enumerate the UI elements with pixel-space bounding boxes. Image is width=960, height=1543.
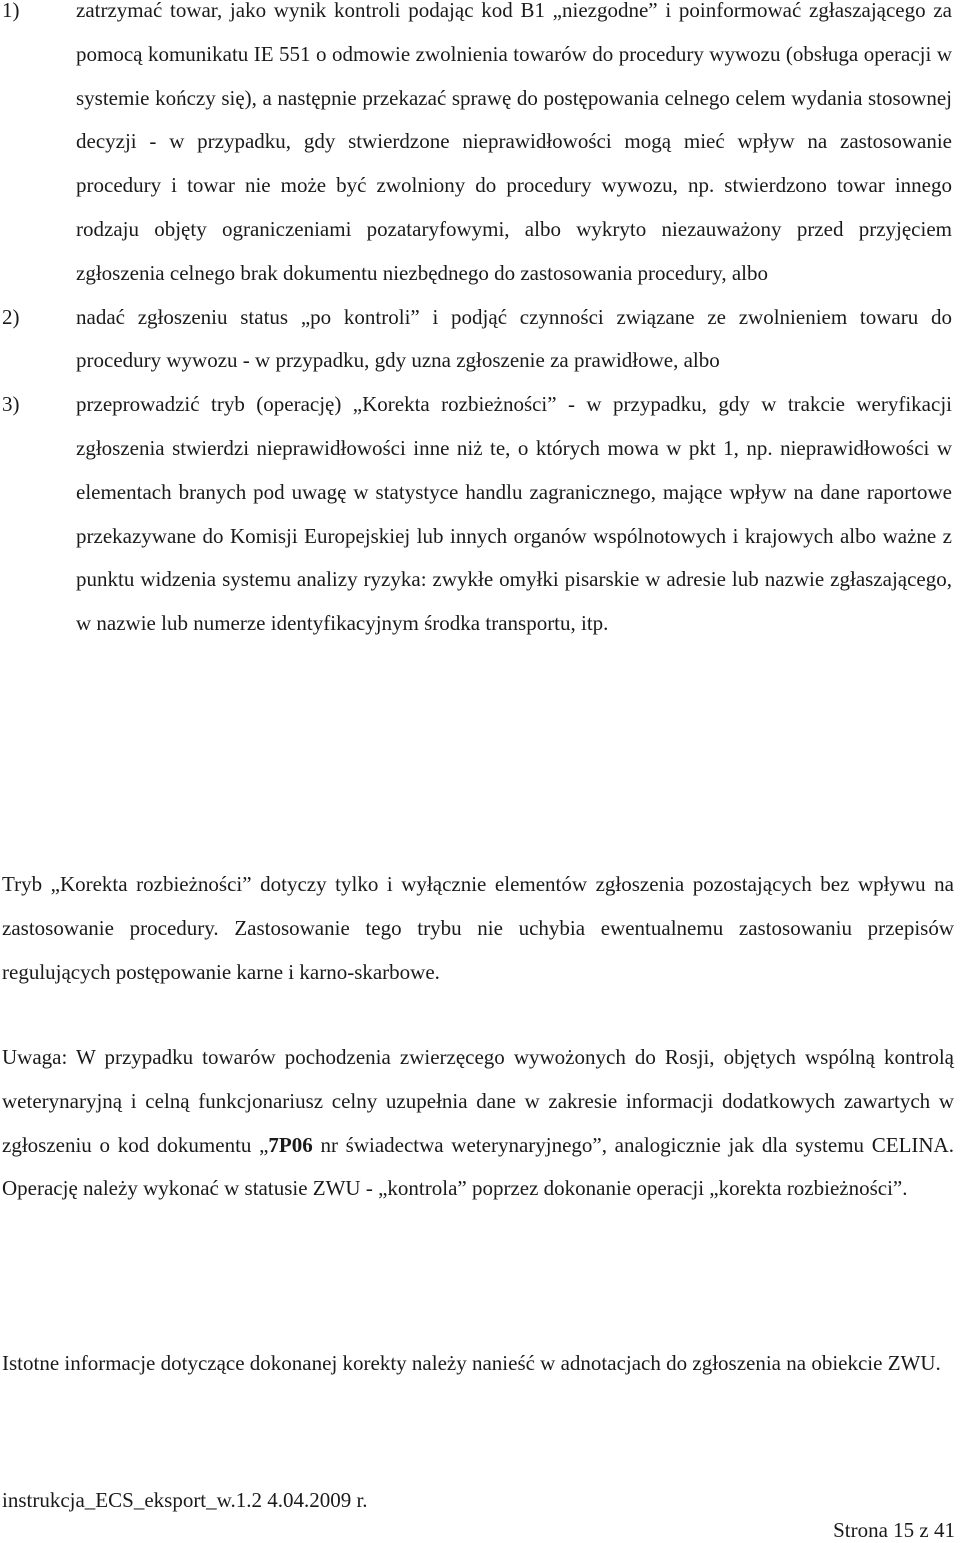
list-item-number: 2) [2,304,20,329]
list-item [0,383,952,646]
list-item-number: 3) [2,392,20,417]
uwaga-text-after: nr świadectwa weterynaryjnego”, analogicznie jak dla systemu CELINA. Operację należy wykonać w statusie ZWU - „kontrola” poprzez dokonanie operacji „korekta rozbieżności”. [2,1132,954,1201]
paragraph-korekta: Tryb „Korekta rozbieżności” dotyczy tylko i wyłącznie elementów zgłoszenia pozostających bez wpływu na zastosowanie procedury. Zastosowanie tego trybu nie uchybia ewentualnemu zastosowaniu przepisów regulujących postępowanie karne i karno-skarbowe. [2,872,954,984]
document-code: 7P06 [268,1132,313,1157]
footer-document-name: instrukcja_ECS_eksport_w.1.2 4.04.2009 r. [2,1488,368,1512]
list-item-text: nadać zgłoszeniu status „po kontroli” i podjąć czynności związane ze zwolnieniem towaru do procedury wywozu - w przypadku, gdy uzna zgłoszenie za prawidłowe, albo [76,304,952,373]
paragraph-uwaga [2,1036,954,1211]
numbered-list [0,0,960,646]
list-item [0,296,952,384]
list-item-text: zatrzymać towar, jako wynik kontroli podając kod B1 „niezgodne” i poinformować zgłaszającego za pomocą komunikatu IE 551 o odmowie zwolnienia towarów do procedury wywozu (obsługa operacji w systemie kończy się), a następnie przekazać sprawę do postępowania celnego celem wydania stosownej decyzji - w przypadku, gdy stwierdzone nieprawidłowości mogą mieć wpływ na zastosowanie procedury i towar nie może być zwolniony do procedury wywozu, np. stwierdzono towar innego rodzaju objęty ograniczeniami pozataryfowymi, albo wykryto niezauważony przed przyjęciem zgłoszenia celnego brak dokumentu niezbędnego do zastosowania procedury, albo [76,0,952,285]
list-item-number: 1) [2,0,20,22]
paragraph-istotne: Istotne informacje dotyczące dokonanej korekty należy nanieść w adnotacjach do zgłoszenia na obiekcie ZWU. [2,1351,941,1375]
footer-page-number: Strona 15 z 41 [833,1518,955,1542]
uwaga-text-before: Uwaga: W przypadku towarów pochodzenia zwierzęcego wywożonych do Rosji, objętych wspólną kontrolą weterynaryjną i celną funkcjonariusz celny uzupełnia dane w zakresie informacji dodatkowych zawartych w zgłoszeniu o kod dokumentu „ [2,1045,954,1157]
list-item [0,0,952,296]
list-item-text: przeprowadzić tryb (operację) „Korekta rozbieżności” - w przypadku, gdy w trakcie weryfikacji zgłoszenia stwierdzi nieprawidłowości inne niż te, o których mowa w pkt 1, np. nieprawidłowości w elementach branych pod uwagę w statystyce handlu zagranicznego, mające wpływ na dane raportowe przekazywane do Komisji Europejskiej lub innych organów wspólnotowych i krajowych albo ważne z punktu widzenia systemu analizy ryzyka: zwykłe omyłki pisarskie w adresie lub nazwie zgłaszającego, w nazwie lub numerze identyfikacyjnym środka transportu, itp. [76,392,952,636]
